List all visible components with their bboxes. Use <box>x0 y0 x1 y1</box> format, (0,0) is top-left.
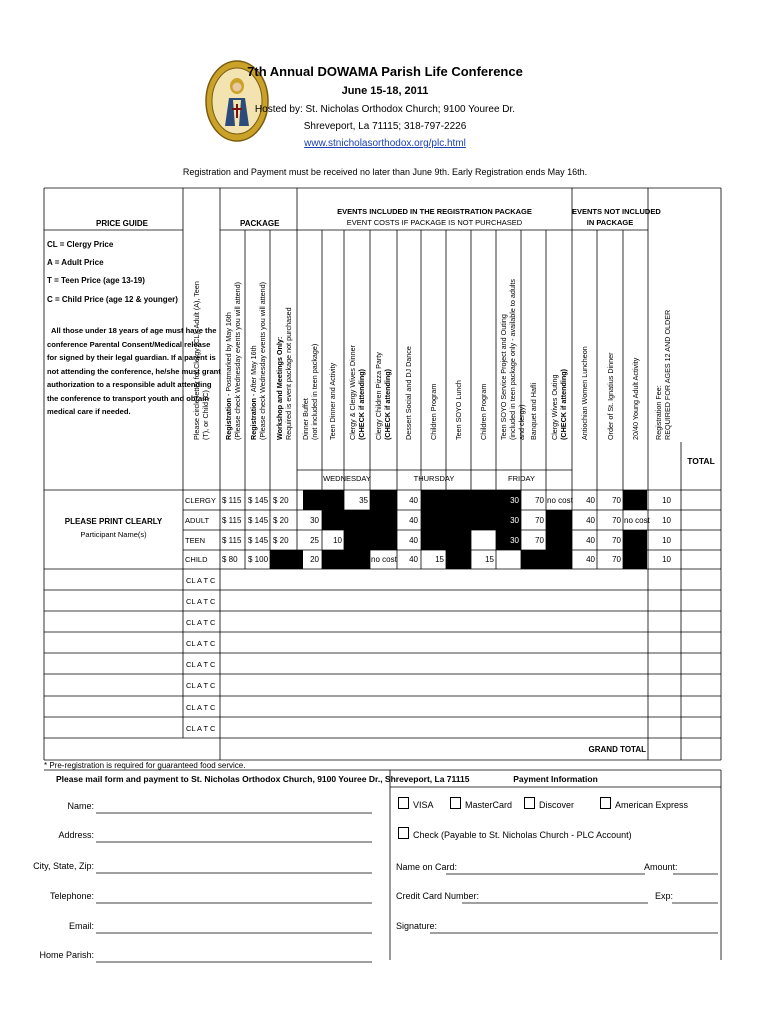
host-line: Hosted by: St. Nicholas Orthodox Church; 9100 Youree Dr. <box>254 104 516 115</box>
header-line: - After May 16th <box>249 345 258 399</box>
early-registration-header <box>224 282 242 440</box>
card-number-label: Credit Card Number: <box>396 891 480 901</box>
circle-letter-header <box>192 281 210 440</box>
discover-option[interactable] <box>524 797 574 810</box>
mastercard-option[interactable] <box>450 797 512 810</box>
header-bold: Registration <box>224 398 233 440</box>
telephone-label: Telephone: <box>49 891 94 901</box>
teen-price-workshop: $ 20 <box>273 536 289 545</box>
price-guide-adult: A = Adult Price <box>47 258 104 267</box>
clergy-ignatius-cost: 70 <box>612 496 621 505</box>
adult-price-workshop: $ 20 <box>273 516 289 525</box>
clergy-price-late: $ 145 <box>248 496 269 505</box>
amex-label: American Express <box>615 800 689 810</box>
dessert-social-header <box>404 346 413 440</box>
pizza-party-header <box>374 352 392 440</box>
header-line: Order of St. Ignatius Dinner <box>606 352 615 440</box>
amount-field[interactable] <box>673 861 718 874</box>
child-banquet-cost: 50 <box>535 555 544 564</box>
header-line: (CHECK if attending) <box>357 368 366 440</box>
header-line: Teen SOYO Lunch <box>454 380 463 440</box>
card-number-field[interactable] <box>462 890 648 903</box>
exp-field[interactable] <box>672 890 718 903</box>
header-line: Please circle letter for Clergy (CL), Adult (A), Teen <box>192 281 201 440</box>
teen-soyo-lunch-cost: 10 <box>460 536 469 545</box>
adult-dessert-cost: 40 <box>409 516 418 525</box>
header-line: Clergy Wives Outing <box>550 374 559 440</box>
header-bold: Workshop and Meetings Only: <box>275 336 284 440</box>
name-label: Name: <box>67 801 94 811</box>
visa-label: VISA <box>413 800 434 810</box>
clergy-dinner-header <box>348 345 366 440</box>
name-field[interactable] <box>96 800 372 813</box>
events-cost-heading: EVENT COSTS IF PACKAGE IS NOT PURCHASED <box>346 218 523 227</box>
events-included-heading: EVENTS INCLUDED IN THE REGISTRATION PACKAGE <box>337 207 532 216</box>
late-registration-header <box>249 282 267 440</box>
young-adult-header <box>631 358 640 440</box>
conference-dates: June 15-18, 2011 <box>341 85 429 97</box>
discover-label: Discover <box>539 800 575 810</box>
footnote: * Pre-registration is required for guaranteed food service. <box>44 761 246 770</box>
header-line: 20/40 Young Adult Activity <box>631 357 640 440</box>
header-line: Children Program <box>429 383 438 440</box>
clergy-price-workshop: $ 20 <box>273 496 289 505</box>
notice-line: for signed by their legal guardian. If a parent is <box>47 353 216 362</box>
home-parish-field[interactable] <box>96 949 372 962</box>
header-line: Antiochian Women Luncheon <box>580 346 589 440</box>
category-selector[interactable]: CL A T C <box>186 703 216 712</box>
adult-fee: 10 <box>662 516 671 525</box>
notice-line: conference Parental Consent/Medical release <box>47 339 211 349</box>
category-selector[interactable]: CL A T C <box>186 681 216 690</box>
header-line: Dinner Buffet <box>301 398 310 440</box>
signature-label: Signature: <box>396 921 438 931</box>
ignatius-dinner-header <box>606 353 615 441</box>
header-line: (T), or Child (C) <box>201 390 210 440</box>
clergy-clergy-dinner-cost: 35 <box>359 496 368 505</box>
header-line: Required is event package not purchased <box>284 307 293 440</box>
child-dinner-cost: 20 <box>310 555 319 564</box>
city-label: City, State, Zip: <box>33 861 94 871</box>
amount-label: Amount: <box>644 862 678 872</box>
name-on-card-label: Name on Card: <box>396 862 458 872</box>
header-line: (included in teen package only - available to adults <box>508 278 517 440</box>
child-price-early: $ 80 <box>222 555 238 564</box>
amex-option[interactable] <box>600 797 688 810</box>
teen-dinner-cost: 25 <box>310 536 319 545</box>
child-luncheon-cost: 40 <box>586 555 595 564</box>
header-line: Clergy Children Pizza Party <box>374 352 383 440</box>
friday-heading: FRIDAY <box>508 474 535 483</box>
events-not-included-heading-2: IN PACKAGE <box>586 218 634 227</box>
header-line: and clergy) <box>517 404 526 440</box>
price-guide-child: C = Child Price (age 12 & younger) <box>47 295 178 304</box>
price-guide-teen: T = Teen Price (age 13-19) <box>47 276 145 285</box>
header-line: Teen SOYO Service Project and Outing <box>499 314 508 440</box>
child-program-cost: 15 <box>435 555 444 564</box>
category-selector[interactable]: CL A T C <box>186 639 216 648</box>
clergy-wives-outing-cost: no cost <box>547 496 573 505</box>
events-not-included-heading: EVENTS NOT INCLUDED <box>572 207 661 216</box>
header-line: Banquet and Hafli <box>529 382 538 440</box>
child-dessert-cost: 40 <box>409 555 418 564</box>
clergy-dessert-cost: 40 <box>409 496 418 505</box>
category-selector[interactable]: CL A T C <box>186 597 216 606</box>
adult-banquet-cost: 70 <box>535 516 544 525</box>
visa-option[interactable] <box>398 797 434 810</box>
notice-line: authorization to a responsible adult attending <box>47 380 212 389</box>
website-link[interactable]: www.stnicholasorthodox.org/plc.html <box>304 138 466 149</box>
checkbox-icon[interactable] <box>450 797 461 809</box>
category-selector[interactable]: CL A T C <box>186 576 216 585</box>
teen-price-early: $ 115 <box>222 536 242 545</box>
name-on-card-field[interactable] <box>446 861 645 874</box>
city-state-zip-field[interactable] <box>96 860 372 873</box>
check-label: Check (Payable to St. Nicholas Church - PLC Account) <box>413 830 632 840</box>
payment-heading: Payment Information <box>513 774 598 784</box>
home-parish-label: Home Parish: <box>39 950 94 960</box>
notice-line: medical care if needed. <box>47 407 131 416</box>
category-selector[interactable]: CL A T C <box>186 724 216 733</box>
participant-names-label: Participant Name(s) <box>80 530 147 539</box>
clergy-service-cost: 30 <box>510 496 519 505</box>
header-line: (Please check Wednesday events you will attend) <box>258 281 267 440</box>
email-label: Email: <box>68 921 94 931</box>
header-line: Clergy & Clergy Wives Dinner <box>348 344 357 440</box>
email-field[interactable] <box>96 920 372 933</box>
clergy-luncheon-cost: 40 <box>586 496 595 505</box>
teen-soyo-lunch-header <box>454 380 463 440</box>
clergy-fee: 10 <box>662 496 671 505</box>
thursday-heading: THURSDAY <box>413 474 455 483</box>
adult-dinner-cost: 30 <box>310 516 319 525</box>
notice-line: All those under 18 years of age must have the <box>51 326 217 335</box>
row-label-adult: ADULT <box>185 516 210 525</box>
row-label-child: CHILD <box>185 555 208 564</box>
adult-young-adult-cost: no cost <box>624 516 650 525</box>
row-label-clergy: CLERGY <box>185 496 216 505</box>
clergy-banquet-cost: 70 <box>535 496 544 505</box>
clergy-wives-outing-header <box>550 369 568 440</box>
header-line: (not included in teen package) <box>310 343 319 440</box>
teen-dessert-cost: 40 <box>409 536 418 545</box>
header-line: Teen Dinner and Activity <box>328 362 337 440</box>
adult-price-early: $ 115 <box>222 516 242 525</box>
price-guide-heading: PRICE GUIDE <box>96 219 149 228</box>
teen-luncheon-cost: 40 <box>586 536 595 545</box>
header-line: (Please check Wednesday events you will attend) <box>233 281 242 440</box>
child-fee: 10 <box>662 555 671 564</box>
child-price-late: $ 100 <box>248 555 269 564</box>
women-luncheon-header <box>580 346 589 440</box>
checkbox-icon[interactable] <box>524 797 535 809</box>
mastercard-label: MasterCard <box>465 800 513 810</box>
teen-ignatius-cost: 70 <box>612 536 621 545</box>
telephone-field[interactable] <box>96 890 372 903</box>
notice-line: not attending the conference, he/she must grant <box>47 366 221 376</box>
address-label: Address: <box>58 830 94 840</box>
banquet-header <box>529 383 538 440</box>
teen-banquet-cost: 70 <box>535 536 544 545</box>
registration-fee-header <box>654 310 672 440</box>
print-clearly-label: PLEASE PRINT CLEARLY <box>64 517 163 526</box>
notice-line: the conference to transport youth and obtain <box>47 393 210 403</box>
checkbox-icon[interactable] <box>398 797 409 809</box>
workshop-header <box>275 307 293 440</box>
adult-price-late: $ 145 <box>248 516 269 525</box>
header-line: REQUIRED FOR AGES 12 AND OLDER <box>663 309 672 440</box>
category-selector[interactable]: CL A T C <box>186 660 216 669</box>
header-line: Registration Fee: <box>654 385 663 440</box>
address-field[interactable] <box>96 829 372 842</box>
child-ignatius-cost: 70 <box>612 555 621 564</box>
child-pizza-cost: no cost <box>371 555 397 564</box>
clergy-price-early: $ 115 <box>222 496 242 505</box>
mail-instructions: Please mail form and payment to St. Nicholas Orthodox Church, 9100 Youree Dr., Shreveport, La 71115 <box>56 774 470 784</box>
adult-luncheon-cost: 40 <box>586 516 595 525</box>
checkbox-icon[interactable] <box>600 797 611 809</box>
teen-dinner-header <box>328 363 337 440</box>
address-line: Shreveport, La 71115; 318-797-2226 <box>303 121 467 132</box>
row-label-teen: TEEN <box>185 536 206 545</box>
check-option[interactable] <box>398 827 632 840</box>
checkbox-icon[interactable] <box>398 827 409 839</box>
header-line: Children Program <box>479 383 488 440</box>
adult-ignatius-cost: 70 <box>612 516 621 525</box>
total-heading: TOTAL <box>687 456 715 466</box>
service-project-header <box>499 279 526 440</box>
child-program-friday-cost: 15 <box>485 555 494 564</box>
children-program-header <box>429 384 438 440</box>
header-line: (CHECK if attending) <box>383 368 392 440</box>
dinner-buffet-header <box>301 344 319 440</box>
header-line: - Postmarked by May 16th <box>224 312 233 399</box>
teen-activity-cost: 10 <box>333 536 342 545</box>
grand-total-label: GRAND TOTAL <box>588 745 646 754</box>
price-guide-clergy: CL = Clergy Price <box>47 240 114 249</box>
signature-field[interactable] <box>430 920 718 933</box>
exp-label: Exp: <box>655 891 674 901</box>
header-line: Dessert Social and DJ Dance <box>404 346 413 440</box>
header-bold: Registration <box>249 398 258 440</box>
category-selector[interactable]: CL A T C <box>186 618 216 627</box>
header-line: (CHECK if attending) <box>559 368 568 440</box>
package-heading: PACKAGE <box>240 219 280 228</box>
teen-service-cost: 30 <box>510 536 519 545</box>
wednesday-heading: WEDNESDAY <box>323 474 371 483</box>
deadline-notice: Registration and Payment must be received no later than June 9th. Early Registration ends May 16th. <box>182 167 588 177</box>
adult-service-cost: 30 <box>510 516 519 525</box>
children-program-friday-header <box>479 384 488 440</box>
teen-fee: 10 <box>662 536 671 545</box>
teen-price-late: $ 145 <box>248 536 269 545</box>
page-title: 7th Annual DOWAMA Parish Life Conference <box>247 64 523 79</box>
